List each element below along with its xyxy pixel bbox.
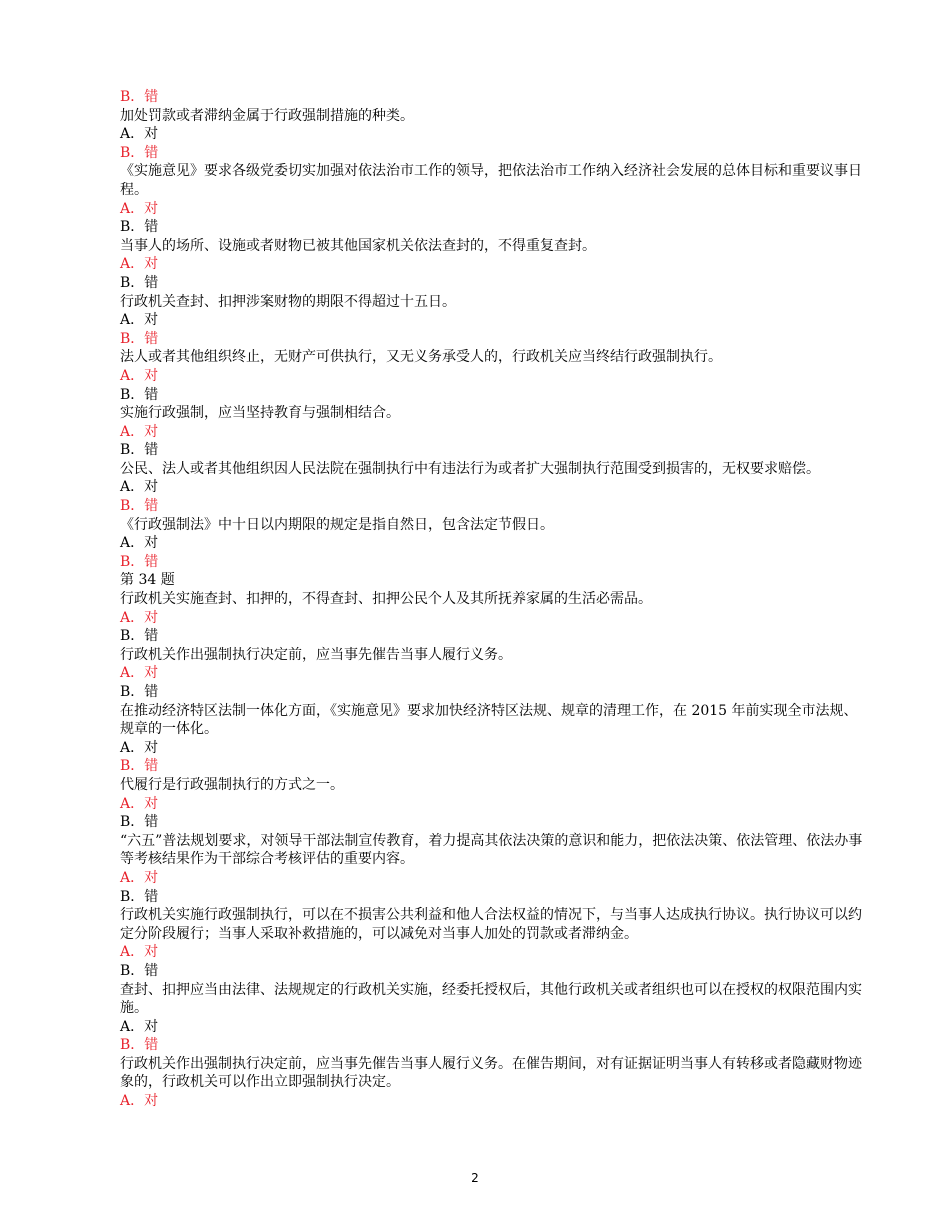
option-b: B．错 <box>120 814 159 831</box>
option-b: B．错 <box>120 386 159 403</box>
option-a: A．对 <box>120 665 159 682</box>
option-a: A．对 <box>120 535 159 552</box>
question-text: 行政机关实施查封、扣押的，不得查封、扣押公民个人及其所抚养家属的生活必需品。 <box>120 591 652 608</box>
page-number: 2 <box>471 1171 479 1185</box>
option-a: A．对 <box>120 1093 159 1110</box>
option-a: A．对 <box>120 126 159 143</box>
option-b: B．错 <box>120 758 159 775</box>
question-text: 行政机关实施行政强制执行，可以在不损害公共利益和他人合法权益的情况下，与当事人达成执行协议。执行协议可以约定分阶段履行；当事人采取补救措施的，可以减免对当事人加处的罚款或者滞纳金。 <box>120 907 862 942</box>
option-a: A．对 <box>120 423 159 440</box>
option-b: B．错 <box>120 888 159 905</box>
option-a: A．对 <box>120 256 159 273</box>
option-a: A．对 <box>120 312 159 329</box>
option-b: B．错 <box>120 498 159 515</box>
question-text: 行政机关作出强制执行决定前，应当事先催告当事人履行义务。在催告期间，对有证据证明当事人有转移或者隐藏财物迹象的，行政机关可以作出立即强制执行决定。 <box>120 1055 862 1091</box>
option-a: A．对 <box>120 367 159 384</box>
question-text: 当事人的场所、设施或者财物已被其他国家机关依法查封的，不得重复查封。 <box>120 237 596 254</box>
option-a: A．对 <box>120 795 159 812</box>
question-text: 实施行政强制，应当坚持教育与强制相结合。 <box>120 405 400 422</box>
option-b: B．错 <box>120 89 159 105</box>
option-a: A．对 <box>120 200 159 217</box>
question-text: 《行政强制法》中十日以内期限的规定是指自然日，包含法定节假日。 <box>120 516 554 533</box>
option-a: A．对 <box>120 739 159 756</box>
question-text: “六五”普法规划要求，对领导干部法制宣传教育，着力提高其依法决策的意识和能力，把依法决策、依法管理、依法办事等考核结果作为干部综合考核评估的重要内容。 <box>120 832 863 868</box>
option-b: B．错 <box>120 684 159 700</box>
question-text: 法人或者其他组织终止，无财产可供执行，又无义务承受人的，行政机关应当终结行政强制执行。 <box>120 349 722 366</box>
option-b: B．错 <box>120 274 159 291</box>
question-text: 查封、扣押应当由法律、法规规定的行政机关实施，经委托授权后，其他行政机关或者组织也可以在授权的权限范围内实施。 <box>120 981 862 1017</box>
option-b: B．错 <box>120 553 159 570</box>
question-text: 加处罚款或者滞纳金属于行政强制措施的种类。 <box>120 107 414 124</box>
question-text: 《实施意见》要求各级党委切实加强对依法治市工作的领导，把依法治市工作纳入经济社会发展的总体目标和重要议事日程。 <box>120 163 862 198</box>
option-b: B．错 <box>120 330 159 347</box>
question-text: 行政机关作出强制执行决定前，应当事先催告当事人履行义务。 <box>120 646 512 663</box>
option-b: B．错 <box>120 442 159 459</box>
question-text: 行政机关查封、扣押涉案财物的期限不得超过十五日。 <box>120 293 456 310</box>
option-a: A．对 <box>120 869 159 886</box>
option-a: A．对 <box>120 609 159 626</box>
option-a: A．对 <box>120 479 159 496</box>
question-text: 代履行是行政强制执行的方式之一。 <box>120 776 344 793</box>
option-a: A．对 <box>120 1018 159 1035</box>
option-b: B．错 <box>120 144 159 161</box>
option-b: B．错 <box>120 1037 159 1054</box>
question-text: 在推动经济特区法制一体化方面，《实施意见》要求加快经济特区法规、规章的清理工作，在 2015 年前实现全市法规、规章的一体化。 <box>120 702 858 738</box>
option-b: B．错 <box>120 219 159 236</box>
option-a: A．对 <box>120 944 159 961</box>
option-b: B．错 <box>120 962 159 979</box>
question-list <box>120 88 865 1111</box>
question-number-heading: 第 34 题 <box>120 572 175 589</box>
option-b: B．错 <box>120 628 159 645</box>
question-text: 公民、法人或者其他组织因人民法院在强制执行中有违法行为或者扩大强制执行范围受到损害的，无权要求赔偿。 <box>120 460 820 477</box>
